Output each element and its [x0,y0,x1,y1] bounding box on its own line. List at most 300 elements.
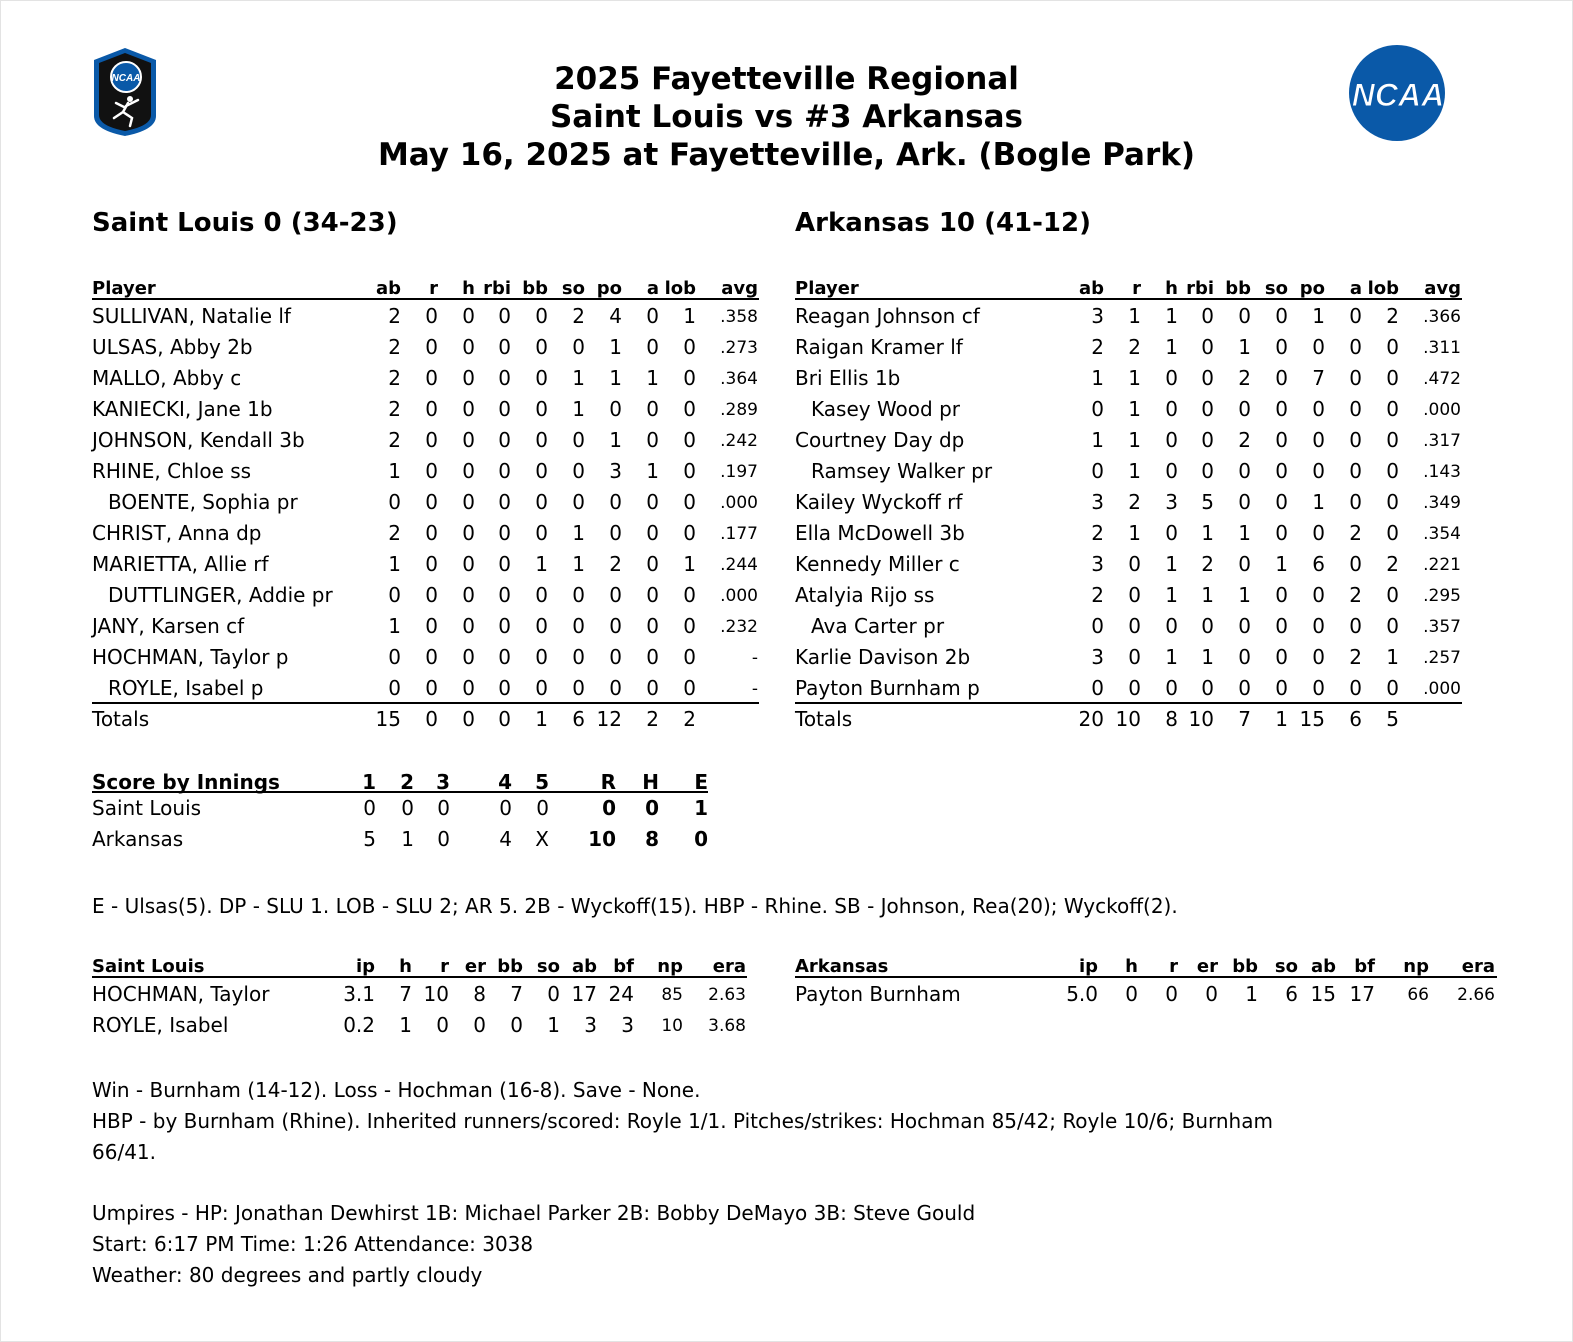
batter-row [795,672,1462,703]
batter-stat: 0 [462,676,475,700]
batter-stat: 1 [1238,335,1251,359]
batter-stat: 0 [1275,490,1288,514]
column-header: a [646,278,659,299]
batter-stat: 0 [535,397,548,421]
report-header [0,60,1573,174]
hbp-line: HBP - by Burnham (Rhine). Inherited runners/scored: Royle 1/1. Pitches/strikes: Hochman 85/42; Royle 10/6; Burnham [92,1109,1273,1133]
column-header: so [1264,278,1288,299]
batter-stat: 2 [388,397,401,421]
pitching-column-header: ip [355,956,375,977]
batter-stat: 0 [1275,645,1288,669]
batter-stat: 0 [535,490,548,514]
batter-stat: 0 [1386,614,1399,638]
pitcher-stat: 7 [510,982,523,1006]
batter-stat: 0 [1165,459,1178,483]
inning-runs: 1 [401,827,414,851]
batter-stat: 0 [1201,428,1214,452]
inning-runs: 0 [437,796,450,820]
batter-stat: 0 [425,366,438,390]
batter-stat: 0 [425,645,438,669]
batter-stat: 0 [572,428,585,452]
batter-avg: .289 [720,400,758,420]
batter-stat: 0 [1238,676,1251,700]
batter-stat: 0 [535,366,548,390]
batter-stat: 0 [1165,676,1178,700]
pitching-team-header: Saint Louis [92,956,205,977]
batter-stat: 0 [572,490,585,514]
batter-stat: 0 [425,304,438,328]
batter-stat: 5 [1201,490,1214,514]
batter-stat: 1 [1238,521,1251,545]
batter-stat: 0 [646,645,659,669]
rhe-header: R [600,770,616,794]
column-header-player: Player [92,278,156,299]
batter-stat: 0 [572,335,585,359]
batter-stat: 1 [1312,490,1325,514]
batter-stat: 0 [388,583,401,607]
batter-stat: 1 [572,366,585,390]
batter-avg: .257 [1423,648,1461,668]
pitcher-stat: 10 [423,982,449,1006]
batter-stat: 0 [498,304,511,328]
batter-stat: 0 [1201,676,1214,700]
batter-stat: 0 [462,490,475,514]
pitcher-stat: 3.1 [343,982,375,1006]
batter-stat: 0 [1165,428,1178,452]
batter-name: DUTTLINGER, Addie pr [108,583,333,607]
batter-stat: 0 [425,614,438,638]
batter-stat: 0 [388,676,401,700]
batter-stat: 2 [388,428,401,452]
batter-stat: 0 [1201,304,1214,328]
batter-name: JOHNSON, Kendall 3b [92,428,305,452]
batter-stat: 0 [683,459,696,483]
score-by-innings-title: Score by Innings [92,770,280,794]
pitcher-stat: 85 [661,985,683,1005]
batter-stat: 0 [498,676,511,700]
pitcher-stat: 2.63 [708,985,746,1005]
column-header: bb [522,278,548,299]
batter-row [795,455,1462,486]
shield-logo-text: NCAA [111,73,141,84]
totals-stat: 1 [535,707,548,731]
pitcher-stat: 7 [399,982,412,1006]
batter-avg: .000 [720,493,758,513]
batter-row [795,331,1462,362]
pitcher-stat: 8 [473,982,486,1006]
inning-header: 1 [362,770,376,794]
batter-stat: 3 [1091,304,1104,328]
batter-stat: 0 [1128,645,1141,669]
batter-row [92,455,759,486]
pitcher-stat: 0 [1125,982,1138,1006]
batter-row [795,486,1462,517]
batter-stat: 0 [572,583,585,607]
batter-stat: 1 [1312,304,1325,328]
batter-stat: 0 [425,552,438,576]
batter-stat: 0 [1091,397,1104,421]
totals-stat: 15 [375,707,401,731]
batter-stat: 1 [1201,645,1214,669]
batter-avg: .143 [1423,462,1461,482]
batter-stat: 1 [1128,397,1141,421]
batter-avg: .358 [720,307,758,327]
batter-stat: 0 [1238,552,1251,576]
batter-stat: 0 [462,366,475,390]
start-time-attendance-line: Start: 6:17 PM Time: 1:26 Attendance: 3038 [92,1232,534,1256]
batter-stat: 0 [462,521,475,545]
column-header: ab [375,278,401,299]
batter-stat: 0 [535,614,548,638]
batter-avg: .311 [1423,338,1461,358]
column-header: bb [1225,278,1251,299]
batter-stat: 1 [388,552,401,576]
column-header: r [429,278,438,299]
batter-avg: .472 [1423,369,1461,389]
batter-stat: 2 [1238,366,1251,390]
batter-stat: 0 [683,397,696,421]
column-header: po [596,278,622,299]
batter-stat: 1 [683,304,696,328]
batter-stat: 0 [683,366,696,390]
pitcher-stat: 1 [399,1013,412,1037]
pitcher-stat: 3 [584,1013,597,1037]
batter-stat: 0 [646,676,659,700]
away-pitching-table [92,956,747,1040]
pitching-column-header: ab [571,956,597,977]
pitcher-stat: 66 [1407,985,1429,1005]
batter-name: Atalyia Rijo ss [795,583,935,607]
batter-avg: .197 [720,462,758,482]
batter-row [795,610,1462,641]
batter-stat: 2 [1349,645,1362,669]
rhe-value: 0 [645,796,659,820]
inning-header: 5 [535,770,549,794]
batter-stat: 0 [1165,366,1178,390]
batter-stat: 0 [1128,614,1141,638]
batter-name: Karlie Davison 2b [795,645,971,669]
batter-stat: 0 [1128,676,1141,700]
batter-stat: 0 [683,583,696,607]
batter-row [795,641,1462,672]
batter-stat: 0 [683,676,696,700]
batter-stat: 3 [1091,552,1104,576]
pitching-column-header: np [657,956,683,977]
batter-stat: 1 [572,552,585,576]
inning-runs: 0 [363,796,376,820]
batter-stat: 0 [646,614,659,638]
batter-stat: 0 [1275,397,1288,421]
batter-stat: 0 [1349,397,1362,421]
batter-name: ROYLE, Isabel p [108,676,264,700]
batter-stat: 0 [609,521,622,545]
batter-stat: 0 [1349,552,1362,576]
batter-name: JANY, Karsen cf [92,614,245,638]
batter-stat: 0 [425,459,438,483]
pitcher-stat: 15 [1310,982,1336,1006]
batter-row [92,424,759,455]
batter-avg: - [751,679,758,699]
batter-stat: 0 [646,304,659,328]
batter-avg: .295 [1423,586,1461,606]
pitching-column-header: bb [497,956,523,977]
batter-stat: 2 [609,552,622,576]
umpires-line: Umpires - HP: Jonathan Dewhirst 1B: Michael Parker 2B: Bobby DeMayo 3B: Steve Gould [92,1201,976,1225]
batter-stat: 0 [425,397,438,421]
pitching-team-header: Arkansas [795,956,889,977]
batter-stat: 0 [462,645,475,669]
batter-stat: 0 [535,304,548,328]
inning-header: 3 [436,770,450,794]
batter-stat: 1 [1091,428,1104,452]
batter-stat: 0 [646,583,659,607]
inning-header: 4 [498,770,512,794]
batter-stat: 0 [572,614,585,638]
batter-stat: 0 [1275,335,1288,359]
batter-avg: .366 [1423,307,1461,327]
batter-stat: 1 [646,366,659,390]
batter-stat: 0 [1349,490,1362,514]
rhe-value: 8 [645,827,659,851]
batter-stat: 0 [1386,397,1399,421]
batter-stat: 0 [1349,366,1362,390]
rhe-value: 0 [694,827,708,851]
batter-stat: 1 [1165,335,1178,359]
batter-avg: .000 [720,586,758,606]
batter-stat: 0 [535,428,548,452]
pitching-column-header: h [399,956,412,977]
batter-stat: 0 [388,645,401,669]
batter-row [92,672,759,703]
batter-stat: 0 [1091,676,1104,700]
batter-stat: 1 [1128,521,1141,545]
batter-stat: 0 [609,490,622,514]
batter-row [92,393,759,424]
batter-stat: 2 [1091,521,1104,545]
batter-avg: .000 [1423,400,1461,420]
pitcher-stat: 24 [608,982,634,1006]
totals-stat: 2 [646,707,659,731]
batter-stat: 0 [425,335,438,359]
batting-header-row [92,278,759,300]
batter-stat: 0 [683,521,696,545]
batter-stat: 0 [498,645,511,669]
batter-stat: 0 [1312,676,1325,700]
totals-stat: 0 [498,707,511,731]
pitcher-stat: 0 [547,982,560,1006]
batter-stat: 3 [1165,490,1178,514]
rhe-value: 0 [602,796,616,820]
pitching-column-header: ab [1310,956,1336,977]
batter-stat: 0 [646,552,659,576]
pitcher-stat: 10 [661,1016,683,1036]
batter-stat: 0 [1275,521,1288,545]
home-pitching-table [795,956,1497,1009]
batter-row [92,548,759,579]
batter-stat: 0 [1312,335,1325,359]
event-title: 2025 Fayetteville Regional [554,61,1019,97]
batter-stat: 0 [683,428,696,452]
batter-stat: 0 [1386,459,1399,483]
batter-stat: 0 [462,304,475,328]
batter-stat: 1 [1165,583,1178,607]
batter-stat: 0 [535,645,548,669]
totals-stat: 7 [1238,707,1251,731]
batter-stat: 3 [1091,645,1104,669]
rhe-header: H [642,770,659,794]
batter-stat: 1 [1201,521,1214,545]
batter-stat: 0 [1275,428,1288,452]
batter-stat: 6 [1312,552,1325,576]
pitching-column-header: so [536,956,560,977]
batter-stat: 0 [462,583,475,607]
batter-row [92,300,759,331]
totals-stat: 1 [1275,707,1288,731]
batter-avg: .177 [720,524,758,544]
pitcher-stat: 0 [473,1013,486,1037]
inning-runs: 0 [499,796,512,820]
pitcher-stat: 6 [1285,982,1298,1006]
batter-name: HOCHMAN, Taylor p [92,645,289,669]
batter-stat: 1 [1128,428,1141,452]
batter-stat: 2 [388,335,401,359]
totals-stat: 0 [462,707,475,731]
pitcher-stat: 17 [1349,982,1375,1006]
batter-stat: 2 [572,304,585,328]
totals-stat: 20 [1078,707,1104,731]
batter-stat: 0 [498,397,511,421]
batter-name: Ella McDowell 3b [795,521,965,545]
totals-label: Totals [795,707,853,731]
batter-stat: 0 [462,335,475,359]
batter-stat: 1 [1128,304,1141,328]
batter-avg: .273 [720,338,758,358]
batter-row [92,517,759,548]
column-header: po [1299,278,1325,299]
batter-stat: 0 [609,676,622,700]
batter-stat: 1 [1386,645,1399,669]
ncaa-logo-text: NCAA [1351,77,1445,113]
totals-row [92,703,759,734]
batter-stat: 0 [609,614,622,638]
game-info [92,1198,975,1291]
innings-team-name: Arkansas [92,827,184,851]
batter-stat: 0 [1386,428,1399,452]
batter-row [92,331,759,362]
batter-stat: 2 [1091,335,1104,359]
batter-row [92,641,759,672]
batter-stat: 0 [683,645,696,669]
batter-stat: 4 [609,304,622,328]
batter-stat: 0 [535,676,548,700]
pitcher-stat: 0 [1205,982,1218,1006]
batter-stat: 0 [1091,614,1104,638]
batter-row [795,393,1462,424]
batter-row [795,424,1462,455]
batter-stat: 0 [1238,459,1251,483]
batter-stat: 2 [1091,583,1104,607]
batter-row [92,486,759,517]
batter-stat: 0 [646,521,659,545]
batter-name: Ramsey Walker pr [811,459,993,483]
batter-stat: 0 [1349,459,1362,483]
matchup-title: Saint Louis vs #3 Arkansas [549,99,1024,135]
pitching-column-header: ip [1078,956,1098,977]
pitcher-stat: 0 [510,1013,523,1037]
batter-stat: 0 [462,459,475,483]
batter-name: RHINE, Chloe ss [92,459,252,483]
pitcher-stat: 1 [1245,982,1258,1006]
totals-row [795,703,1462,734]
home-batting-table [795,278,1462,734]
batter-stat: 0 [1349,614,1362,638]
batter-stat: 0 [646,490,659,514]
batter-stat: 1 [609,428,622,452]
column-header: h [462,278,475,299]
batter-stat: 0 [1312,397,1325,421]
batter-stat: 0 [683,614,696,638]
batter-stat: 2 [1386,304,1399,328]
pitcher-stat: 1 [547,1013,560,1037]
batter-stat: 0 [462,428,475,452]
batter-stat: 1 [572,521,585,545]
batter-row [795,548,1462,579]
batter-stat: 1 [1128,366,1141,390]
batter-stat: 0 [1312,428,1325,452]
batter-stat: 0 [683,490,696,514]
batter-stat: 1 [388,614,401,638]
batter-stat: 0 [1128,583,1141,607]
batter-stat: 0 [1238,397,1251,421]
column-header: so [561,278,585,299]
score-by-innings-table [92,770,712,854]
batter-stat: 0 [1165,521,1178,545]
batter-stat: 0 [1386,521,1399,545]
batter-name: MALLO, Abby c [92,366,242,390]
inning-runs: X [535,827,549,851]
batter-stat: 0 [1386,583,1399,607]
batter-name: CHRIST, Anna dp [92,521,262,545]
batter-stat: 0 [462,614,475,638]
batter-stat: 1 [1165,645,1178,669]
batter-stat: 2 [1128,335,1141,359]
batter-avg: .000 [1423,679,1461,699]
batter-row [92,579,759,610]
batter-stat: 0 [498,366,511,390]
inning-runs: 4 [499,827,512,851]
batter-stat: 0 [646,397,659,421]
batter-name: Raigan Kramer lf [795,335,963,359]
batter-stat: 0 [1201,335,1214,359]
innings-header-row [92,770,712,792]
batter-stat: 2 [388,304,401,328]
totals-stat: 0 [425,707,438,731]
batter-stat: 1 [1275,552,1288,576]
batter-stat: 0 [1238,490,1251,514]
totals-stat: 8 [1165,707,1178,731]
batter-stat: 1 [1201,583,1214,607]
batter-stat: 2 [1128,490,1141,514]
pitcher-name: Payton Burnham [795,982,961,1006]
batter-stat: 0 [572,459,585,483]
totals-stat: 5 [1386,707,1399,731]
totals-stat: 10 [1188,707,1214,731]
batter-stat: 0 [498,335,511,359]
batter-stat: 0 [1275,366,1288,390]
totals-stat: 15 [1299,707,1325,731]
column-header: ab [1078,278,1104,299]
batter-stat: 1 [1165,304,1178,328]
